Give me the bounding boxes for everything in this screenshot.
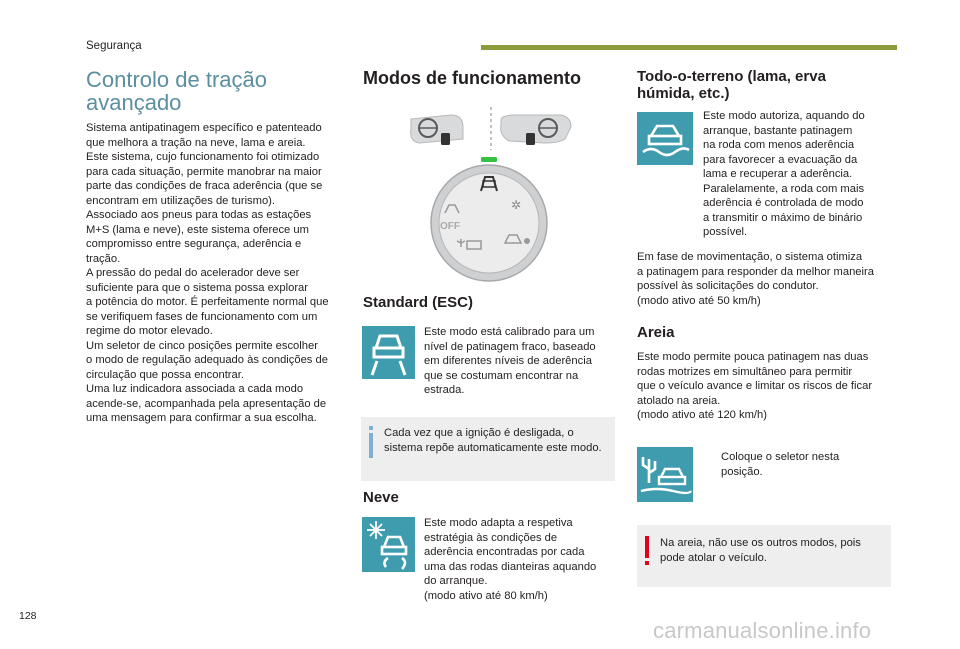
section-label: Segurança xyxy=(86,40,142,52)
intro-line: A pressão do pedal do acelerador deve ser xyxy=(86,267,300,279)
page-title-line-2: avançado xyxy=(86,90,182,115)
offroad-text-line: a transmitir o máximo de binário xyxy=(703,211,863,224)
warning-icon xyxy=(645,536,649,566)
standard-text-line: que se costumam encontrar na xyxy=(424,369,579,382)
sand-mode-icon xyxy=(637,447,693,502)
sand-text-line: atolado na areia. xyxy=(637,394,721,407)
offroad-text-line: arranque, bastante patinagem xyxy=(703,124,853,137)
intro-line: M+S (lama e neve), este sistema oferece um xyxy=(86,223,309,236)
sand-heading: Areia xyxy=(637,324,675,341)
mode-selector-illustration xyxy=(405,105,580,285)
snow-text-line: do arranque. xyxy=(424,575,488,587)
intro-line: compromisso entre segurança, aderência e xyxy=(86,238,302,250)
offroad-heading-line-2: húmida, etc.) xyxy=(637,85,730,102)
offroad-text-line: na roda com menos aderência xyxy=(703,139,855,151)
offroad-paragraph-line: (modo ativo até 50 km/h) xyxy=(637,294,761,307)
intro-line: a potência do motor. É perfeitamente normal que xyxy=(86,296,329,308)
page-title-line-1: Controlo de tração xyxy=(86,67,267,92)
sand-text xyxy=(637,350,893,423)
intro-line: acende-se, acompanhada pela apresentação de xyxy=(86,397,327,410)
offroad-text-line: para favorecer a evacuação da xyxy=(703,153,858,166)
page-title xyxy=(86,68,267,114)
sand-instruction-line: posição. xyxy=(721,465,763,478)
offroad-text-line: Paralelamente, a roda com mais xyxy=(703,182,865,195)
info-note-line: sistema repõe automaticamente este modo. xyxy=(384,441,602,454)
standard-text-line: estrada. xyxy=(424,384,465,396)
intro-line: Associado aos pneus para todas as estações xyxy=(86,209,312,221)
intro-line: circulação que possa encontrar. xyxy=(86,368,244,381)
page-number: 128 xyxy=(19,610,37,622)
intro-line: Uma luz indicadora associada a cada modo xyxy=(86,383,304,395)
intro-line: Sistema antipatinagem específico e patenteado xyxy=(86,122,322,134)
snow-text-line: aderência encontradas por cada xyxy=(424,546,585,558)
sand-text-line: rodas motrizes em simultâneo para permitir xyxy=(637,365,853,378)
sand-instruction-line: Coloque o seletor nesta xyxy=(721,451,840,463)
svg-text:✲: ✲ xyxy=(511,198,522,212)
standard-heading: Standard (ESC) xyxy=(363,294,474,311)
sand-instruction xyxy=(721,450,891,479)
intro-line: suficiente para que o sistema possa explorar xyxy=(86,281,309,294)
standard-text-line: nível de patinagem fraco, baseado xyxy=(424,340,596,353)
snow-heading: Neve xyxy=(363,489,399,506)
offroad-text-line: possível. xyxy=(703,226,748,238)
intro-line: se verifiquem fases de funcionamento com um xyxy=(86,310,318,323)
intro-line: Um seletor de cinco posições permite escolher xyxy=(86,339,318,352)
offroad-text xyxy=(637,250,893,308)
intro-line: parte das condições de fraca aderência (que se xyxy=(86,180,323,192)
intro-paragraph xyxy=(86,121,346,426)
intro-line: para cada situação, permite manobrar na maior xyxy=(86,165,322,178)
standard-text-line: em diferentes níveis de aderência xyxy=(424,355,592,367)
offroad-mode-icon xyxy=(637,112,693,165)
warning-note-line: Na areia, não use os outros modos, pois xyxy=(660,537,861,549)
modes-heading: Modos de funcionamento xyxy=(363,68,581,88)
snow-mode-icon xyxy=(362,517,415,572)
info-note xyxy=(361,417,615,481)
sand-text-line: Este modo permite pouca patinagem nas duas xyxy=(637,351,869,363)
intro-line: que melhora a tração na neve, lama e areia. xyxy=(86,136,306,149)
standard-text xyxy=(424,325,614,398)
snow-text-line: estratégia às condições de xyxy=(424,531,558,544)
offroad-paragraph-line: Em fase de movimentação, o sistema otimiza xyxy=(637,251,863,263)
intro-line: o modo de regulação adequado às condições de xyxy=(86,354,328,366)
sand-text-line: que o veículo avance e limitar os riscos de ficar xyxy=(637,380,873,392)
sand-text-line: (modo ativo até 120 km/h) xyxy=(637,409,767,421)
dial-off-label: OFF xyxy=(440,221,460,232)
intro-line: regime do motor elevado. xyxy=(86,325,213,337)
offroad-text-line: Este modo autoriza, aquando do xyxy=(703,110,865,122)
intro-line: tração. xyxy=(86,252,121,265)
intro-line: Este sistema, cujo funcionamento foi otimizado xyxy=(86,151,320,163)
standard-mode-icon xyxy=(362,326,415,379)
intro-line: uma mensagem para confirmar a sua escolha. xyxy=(86,412,317,424)
snow-text xyxy=(424,516,614,603)
header-bar xyxy=(481,45,897,50)
offroad-heading-line-1: Todo-o-terreno (lama, erva xyxy=(637,68,826,85)
offroad-text-line: lama e recuperar a aderência. xyxy=(703,168,853,180)
info-note-line: Cada vez que a ignição é desligada, o xyxy=(384,427,574,439)
offroad-paragraph-line: possível às solicitações do condutor. xyxy=(637,280,819,292)
warning-note-text xyxy=(660,536,888,565)
snow-text-line: Este modo adapta a respetiva xyxy=(424,517,573,529)
snow-text-line: (modo ativo até 80 km/h) xyxy=(424,589,548,602)
offroad-text-icon xyxy=(703,109,893,240)
snow-text-line: uma das rodas dianteiras aquando xyxy=(424,560,597,573)
standard-text-line: Este modo está calibrado para um xyxy=(424,326,595,338)
info-note-text xyxy=(384,426,612,455)
watermark: carmanualsonline.info xyxy=(653,618,872,643)
info-icon xyxy=(369,426,373,458)
offroad-paragraph-line: a patinagem para responder da melhor maneira xyxy=(637,265,874,278)
warning-note xyxy=(637,525,891,587)
intro-line: encontram em utilizações de turismo). xyxy=(86,194,276,207)
offroad-text-line: aderência é controlada de modo xyxy=(703,197,864,209)
offroad-heading xyxy=(637,68,826,102)
warning-note-line: pode atolar o veículo. xyxy=(660,551,767,564)
